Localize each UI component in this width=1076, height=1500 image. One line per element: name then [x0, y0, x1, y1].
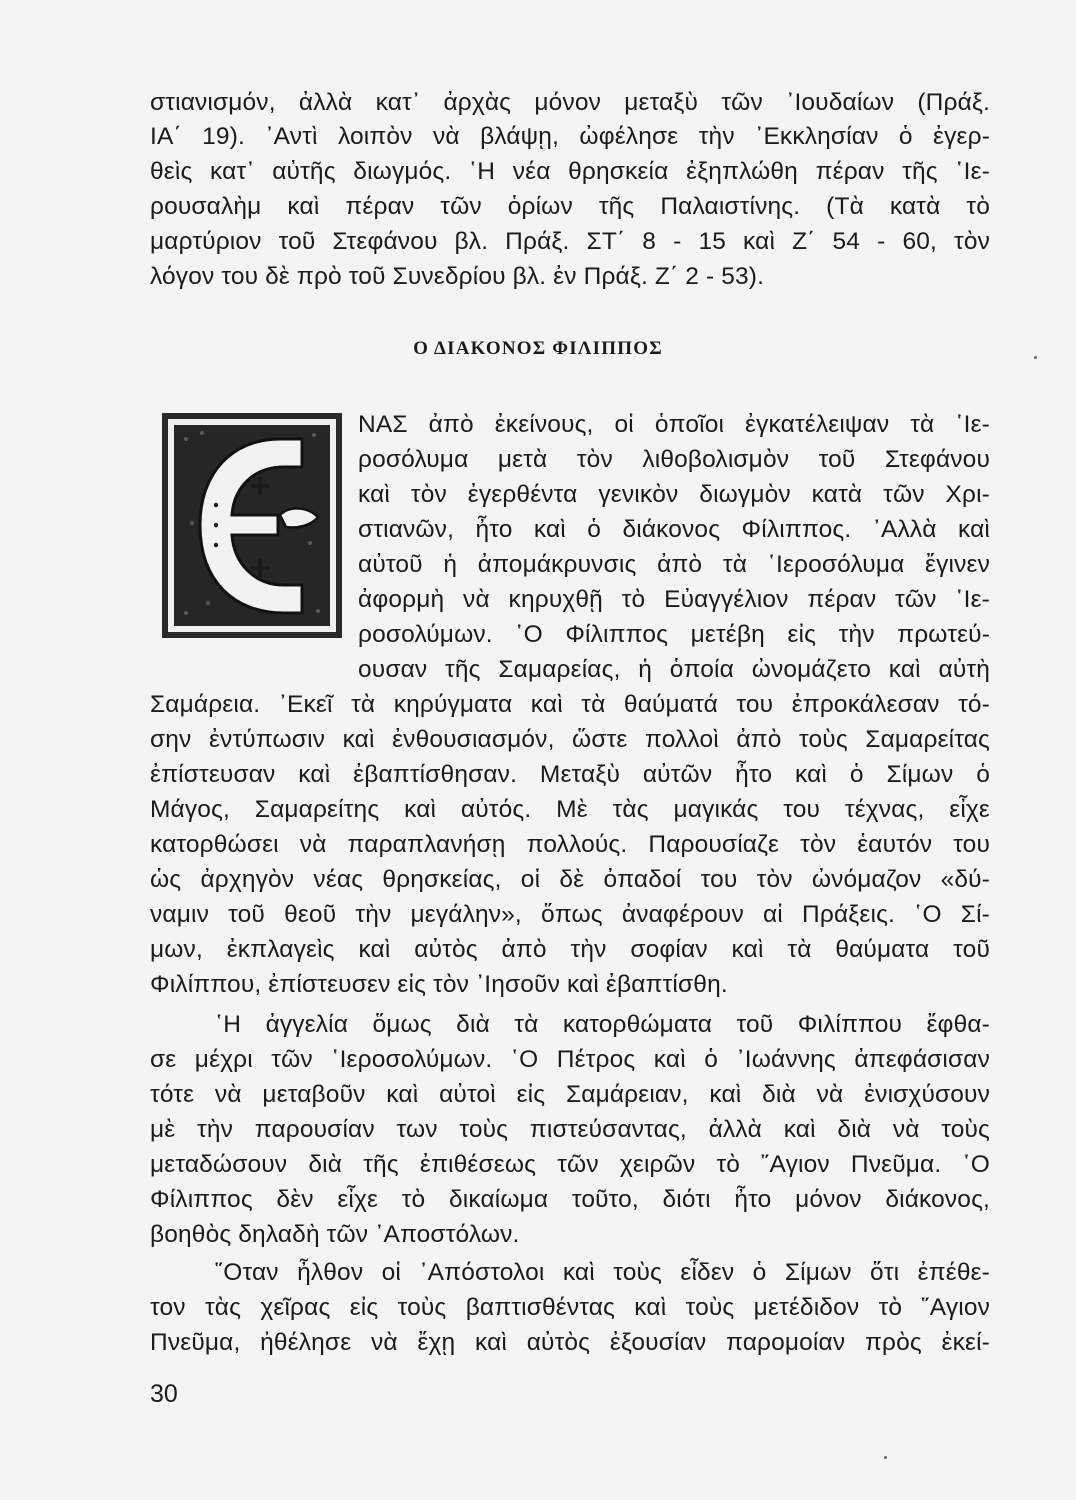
text-line: κατορθώσει νὰ παραπλανήσῃ πολλούς. Παρουσίαζε τὸν ἑαυτόν του [150, 831, 990, 858]
ornamental-dropcap-icon [162, 413, 342, 638]
text-line: σην ἐντύπωσιν καὶ ἐνθουσιασμόν, ὥστε πολλοὶ ἀπὸ τοὺς Σαμαρείτας [150, 726, 990, 753]
text-line: ροσολύμων. ῾Ο Φίλιππος μετέβη εἰς τὴν πρωτεύ- [358, 621, 990, 648]
scan-speck [1034, 356, 1037, 359]
text-line: μαρτύριον τοῦ Στεφάνου βλ. Πράξ. ΣΤ΄ 8 - 15 καὶ Ζ΄ 54 - 60, τὸν [150, 228, 990, 255]
text-line: στιανισμόν, ἀλλὰ κατ᾿ ἀρχὰς μόνον μεταξὺ τῶν ᾿Ιουδαίων (Πράξ. [150, 89, 990, 116]
text-line: Σαμάρεια. ᾿Εκεῖ τὰ κηρύγματα καὶ τὰ θαύματά του ἐπροκάλεσαν τό- [150, 691, 990, 718]
text-line: ΝΑΣ ἀπὸ ἐκείνους, οἱ ὁποῖοι ἐγκατέλειψαν τὰ ῾Ιε- [358, 411, 990, 438]
text-line: ροσόλυμα μετὰ τὸν λιθοβολισμὸν τοῦ Στεφάνου [358, 446, 990, 473]
text-line: βοηθὸς δηλαδὴ τῶν ᾿Αποστόλων. [150, 1221, 520, 1248]
section-heading: Ο ΔΙΑΚΟΝΟΣ ΦΙΛΙΠΠΟΣ [413, 338, 663, 359]
text-line: Πνεῦμα, ἠθέλησε νὰ ἔχῃ καὶ αὐτὸς ἐξουσίαν παρομοίαν πρὸς ἐκεί- [150, 1329, 990, 1356]
text-line: ῞Οταν ἦλθον οἱ ᾿Απόστολοι καὶ τοὺς εἶδεν ὁ Σίμων ὅτι ἐπέθε- [215, 1259, 990, 1286]
text-line: αὐτοῦ ἡ ἀπομάκρυνσις ἀπὸ τὰ ῾Ιεροσόλυμα ἔγινεν [358, 551, 990, 578]
text-line: σε μέχρι τῶν ῾Ιεροσολύμων. ῾Ο Πέτρος καὶ ὁ ᾿Ιωάννης ἀπεφάσισαν [150, 1046, 990, 1073]
text-line: μων, ἐκπλαγεὶς καὶ αὐτὸς ἀπὸ τὴν σοφίαν καὶ τὰ θαύματα τοῦ [150, 936, 990, 963]
text-line: ἀφορμὴ νὰ κηρυχθῇ τὸ Εὐαγγέλιον πέραν τῶν ῾Ιε- [358, 586, 990, 613]
text-line: λόγον του δὲ πρὸ τοῦ Συνεδρίου βλ. ἐν Πράξ. Ζ΄ 2 - 53). [150, 263, 765, 290]
text-line: ἐπίστευσαν καὶ ἐβαπτίσθησαν. Μεταξὺ αὐτῶν ἦτο καὶ ὁ Σίμων ὁ [150, 761, 990, 788]
text-line: ρουσαλὴμ καὶ πέραν τῶν ὁρίων τῆς Παλαιστίνης. (Τὰ κατὰ τὸ [150, 193, 990, 220]
text-line: καὶ τὸν ἐγερθέντα γενικὸν διωγμὸν κατὰ τῶν Χρι- [358, 481, 990, 508]
text-line: ΙΑ΄ 19). ᾿Αντὶ λοιπὸν νὰ βλάψῃ, ὠφέλησε τὴν ᾿Εκκλησίαν ὁ ἐγερ- [150, 123, 990, 150]
text-line: θεὶς κατ᾿ αὐτῆς διωγμός. ῾Η νέα θρησκεία ἐξηπλώθη πέραν τῆς ῾Ιε- [150, 158, 990, 185]
page-number: 30 [150, 1380, 178, 1408]
text-line: Φίλιππος δὲν εἶχε τὸ δικαίωμα τοῦτο, διότι ἦτο μόνον διάκονος, [150, 1186, 990, 1213]
text-line: τότε νὰ μεταβοῦν καὶ αὐτοὶ εἰς Σαμάρειαν, καὶ διὰ νὰ ἐνισχύσουν [150, 1081, 990, 1108]
text-line: τον τὰς χεῖρας εἰς τοὺς βαπτισθέντας καὶ τοὺς μετέδιδον τὸ ῞Αγιον [150, 1294, 990, 1321]
text-line: Φιλίππου, ἐπίστευσεν εἰς τὸν ᾿Ιησοῦν καὶ ἐβαπτίσθη. [150, 971, 728, 998]
text-line: Μάγος, Σαμαρείτης καὶ αὐτός. Μὲ τὰς μαγικάς του τέχνας, εἶχε [150, 796, 990, 823]
text-line: ῾Η ἀγγελία ὅμως διὰ τὰ κατορθώματα τοῦ Φιλίππου ἔφθα- [215, 1011, 990, 1038]
text-line: ναμιν τοῦ θεοῦ τὴν μεγάλην», ὅπως ἀναφέρουν αἱ Πράξεις. ῾Ο Σί- [150, 901, 990, 928]
text-line: στιανῶν, ἦτο καὶ ὁ διάκονος Φίλιππος. ᾿Αλλὰ καὶ [358, 516, 990, 543]
text-line: ουσαν τῆς Σαμαρείας, ἡ ὁποία ὠνομάζετο καὶ αὐτὴ [358, 656, 990, 683]
scan-speck [884, 1456, 887, 1459]
text-line: μεταδώσουν διὰ τῆς ἐπιθέσεως τῶν χειρῶν τὸ ῞Αγιον Πνεῦμα. ῾Ο [150, 1151, 990, 1178]
text-line: μὲ τὴν παρουσίαν των τοὺς πιστεύσαντας, ἀλλὰ καὶ διὰ νὰ τοὺς [150, 1116, 990, 1143]
text-line: ὡς ἀρχηγὸν νέας θρησκείας, οἱ δὲ ὀπαδοί του τὸν ὠνόμαζον «δύ- [150, 866, 990, 893]
